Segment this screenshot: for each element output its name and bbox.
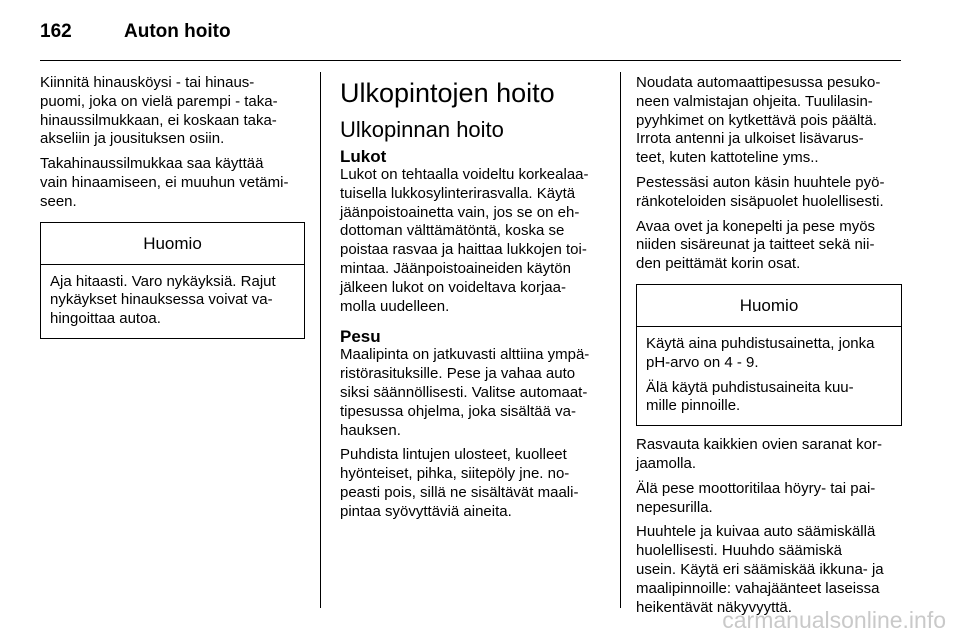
column-divider-right <box>620 72 621 608</box>
detergent-hot-surface-text: Älä käytä puhdistusaineita kuu- mille pinnoille. <box>646 378 854 415</box>
bird-droppings-paragraph: Puhdista lintujen ulosteet, kuolleet hyönteiset, pihka, siitepöly jne. no- peasti pois, sillä ne sisältävät maali- pintaa syövyttäviä aineita. <box>340 446 579 520</box>
caution-note-heading: Huomio <box>41 223 304 265</box>
page-number: 162 <box>40 21 72 42</box>
washing-heading: Pesu <box>340 327 381 347</box>
detergent-ph-text: Käytä aina puhdistusainetta, jonka pH-arvo on 4 - 9. <box>646 334 875 371</box>
site-watermark: carmanualsonline.info <box>722 607 946 633</box>
doors-hood-paragraph: Avaa ovet ja konepelti ja pese myös niiden sisäreunat ja taitteet sekä nii- den peittämät korin osat. <box>636 217 876 273</box>
detergent-note-box <box>636 284 902 426</box>
caution-note-box <box>40 222 305 339</box>
caution-note-text: Aja hitaasti. Varo nykäyksiä. Rajut nykäykset hinauksessa voivat va- hingoittaa autoa. <box>50 272 276 328</box>
chamois-paragraph: Huuhtele ja kuivaa auto säämiskällä huolellisesti. Huuhdo säämiskä usein. Käytä eri säämiskää ikkuna- ja maalipinnoille: vahajäänteet laseissa heikentävät näkyvyyttä. <box>636 523 884 616</box>
detergent-note-heading: Huomio <box>637 285 901 327</box>
rear-towing-eye-paragraph: Takahinaussilmukkaa saa käyttää vain hinaamiseen, ei muuhun vetämi- seen. <box>40 155 289 210</box>
section-title: Ulkopintojen hoito <box>340 78 555 108</box>
page-header <box>40 18 901 61</box>
hinges-paragraph: Rasvauta kaikkien ovien saranat kor- jaamolla. <box>636 436 882 472</box>
subsection-title: Ulkopinnan hoito <box>340 117 504 142</box>
engine-bay-paragraph: Älä pese moottoritilaa höyry- tai pai- nepesurilla. <box>636 479 876 516</box>
column-middle <box>340 74 608 528</box>
column-divider-left <box>320 72 321 608</box>
column-left <box>40 74 305 349</box>
column-right <box>636 74 902 623</box>
locks-paragraph: Lukot on tehtaalla voideltu korkealaa- tuisella lukkosylinterirasvalla. Käytä jäänpoistoainetta vain, jos se on eh- dottoman välttämätöntä, koska se poistaa rasvaa ja haittaa lukkojen toi- mintaa. Jäänpoistoaineiden käytön jälkeen lukot on voideltava korjaa- molla uudelleen. <box>340 166 589 315</box>
locks-heading: Lukot <box>340 147 387 166</box>
hand-wash-paragraph: Pestessäsi auton käsin huuhtele pyö- ränkoteloiden sisäpuolet huolellisesti. <box>636 173 885 210</box>
towing-rope-paragraph: Kiinnitä hinausköysi - tai hinaus- puomi, joka on vielä parempi - taka- hinaussilmukkaan, ei koskaan taka- akseliin ja jousituksen osiin. <box>40 74 278 148</box>
car-wash-paragraph: Noudata automaattipesussa pesuko- neen valmistajan ohjeita. Tuulilasin- pyyhkimet on kytkettävä pois päältä. Irrota antenni ja ulkoiset lisävarus- teet, kuten kattoteline yms.. <box>636 74 881 167</box>
washing-paragraph: Maalipinta on jatkuvasti alttiina ympä- ristörasituksille. Pese ja vahaa auto siksi säännöllisesti. Valitse automaat- tipesussa ohjelma, joka sisältää va- hauksen. <box>340 346 590 439</box>
page-title: Auton hoito <box>124 21 231 42</box>
